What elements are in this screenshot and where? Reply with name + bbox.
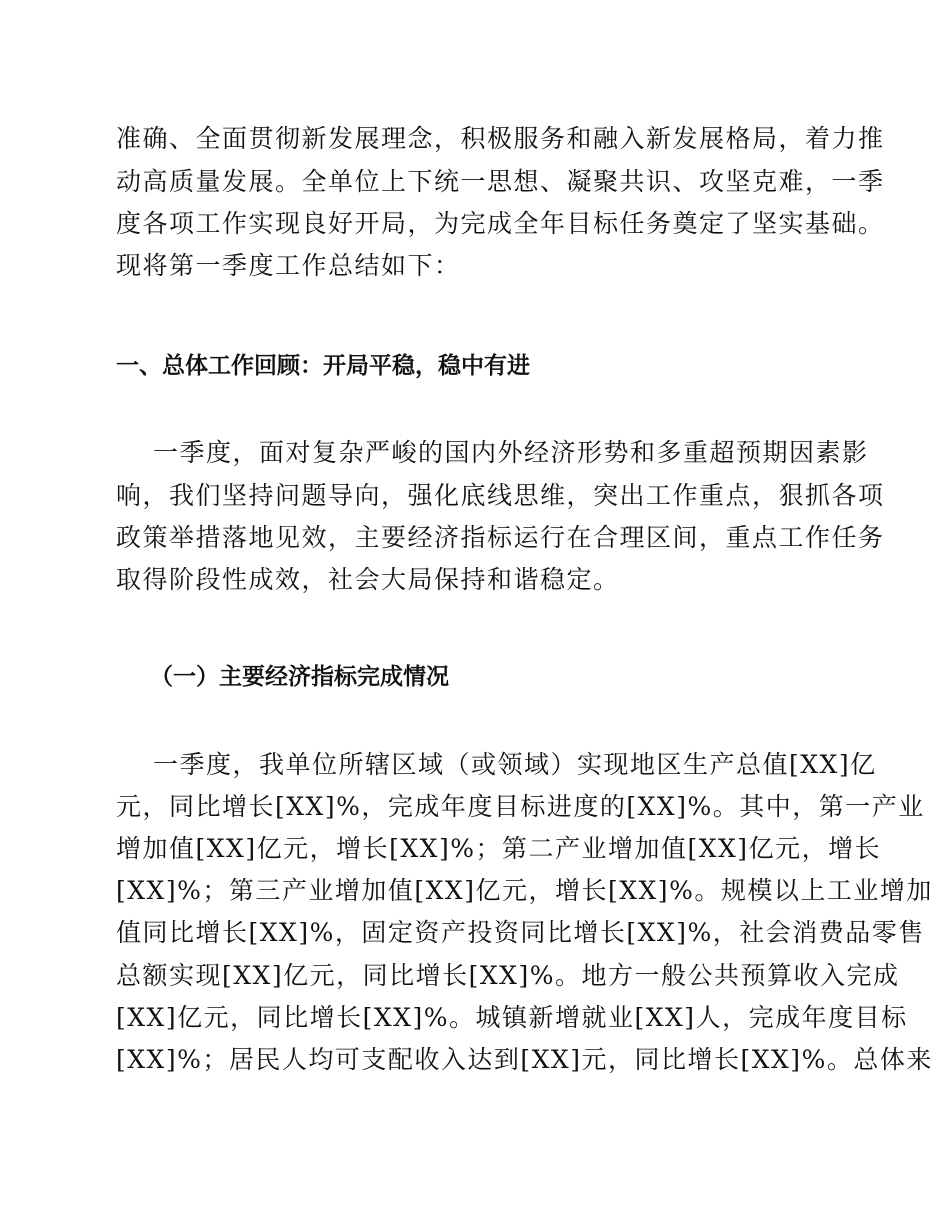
intro-line-2: 动高质量发展。全单位上下统一思想、凝聚共识、攻坚克难，一季 (116, 167, 885, 196)
subsection1-line-2: 元，同比增长[XX]%，完成年度目标进度的[XX]%。其中，第一产业 (116, 792, 925, 821)
subsection1-line-7: [XX]亿元，同比增长[XX]%。城镇新增就业[XX]人，完成年度目标 (116, 1003, 908, 1032)
subsection1-line-8: [XX]%；居民人均可支配收入达到[XX]元，同比增长[XX]%。总体来 (116, 1045, 933, 1074)
subsection1-line-5: 值同比增长[XX]%，固定资产投资同比增长[XX]%，社会消费品零售 (116, 918, 925, 947)
intro-line-4: 现将第一季度工作总结如下： (116, 251, 461, 280)
section1-line-2: 响，我们坚持问题导向，强化底线思维，突出工作重点，狠抓各项 (116, 481, 885, 510)
subsection1-line-3: 增加值[XX]亿元，增长[XX]%；第二产业增加值[XX]亿元，增长 (116, 834, 882, 863)
subsection-heading-1: （一）主要经济指标完成情况 (150, 664, 449, 690)
subsection1-line-1: 一季度，我单位所辖区域（或领域）实现地区生产总值[XX]亿 (153, 750, 877, 779)
subsection1-line-4: [XX]%；第三产业增加值[XX]亿元，增长[XX]%。规模以上工业增加 (116, 876, 933, 905)
intro-line-1: 准确、全面贯彻新发展理念，积极服务和融入新发展格局，着力推 (116, 124, 885, 153)
intro-line-3: 度各项工作实现良好开局，为完成全年目标任务奠定了坚实基础。 (116, 209, 885, 238)
subsection1-line-6: 总额实现[XX]亿元，同比增长[XX]%。地方一般公共预算收入完成 (116, 961, 900, 990)
section-heading-1: 一、总体工作回顾：开局平稳，稳中有进 (116, 353, 530, 379)
section1-line-3: 政策举措落地见效，主要经济指标运行在合理区间，重点工作任务 (116, 523, 885, 552)
section1-line-1: 一季度，面对复杂严峻的国内外经济形势和多重超预期因素影 (153, 438, 869, 467)
section1-line-4: 取得阶段性成效，社会大局保持和谐稳定。 (116, 565, 620, 594)
